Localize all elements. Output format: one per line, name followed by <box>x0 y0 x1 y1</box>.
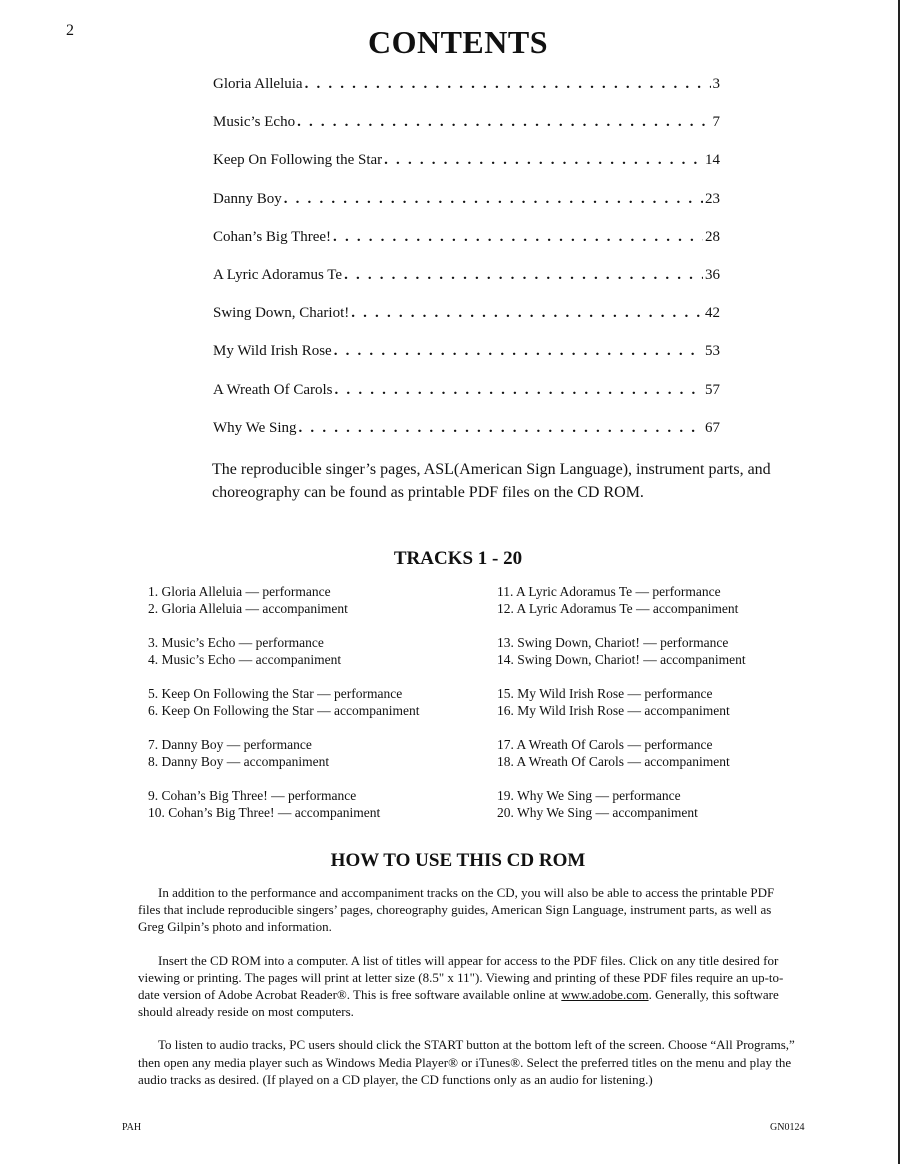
track-item: 5. Keep On Following the Star — performance <box>148 686 403 701</box>
track-pair <box>148 634 508 685</box>
toc-entry <box>213 114 720 152</box>
toc-entry <box>213 152 720 190</box>
track-item: 15. My Wild Irish Rose — performance <box>497 686 713 701</box>
toc-entry <box>213 76 720 114</box>
track-pair <box>497 685 857 736</box>
toc-entry <box>213 420 720 458</box>
track-item: 3. Music’s Echo — performance <box>148 635 324 650</box>
track-column-right <box>497 583 857 838</box>
track-pair <box>148 736 508 787</box>
toc-entry-page: 7 <box>712 114 720 131</box>
toc-dot-leader <box>297 114 710 131</box>
track-item: 18. A Wreath Of Carols — accompaniment <box>497 754 730 769</box>
how-to-paragraph-2-text-end: . Generally, this software should already reside on most computers. <box>138 987 779 1020</box>
track-item: 11. A Lyric Adoramus Te — performance <box>497 584 721 599</box>
toc-entry-page: 42 <box>705 305 720 322</box>
toc-entry-title: Keep On Following the Star <box>213 152 383 169</box>
toc-dot-leader <box>384 152 703 169</box>
track-item: 1. Gloria Alleluia — performance <box>148 584 331 599</box>
toc-entry <box>213 229 720 267</box>
toc-entry-title: Music’s Echo <box>213 114 296 131</box>
toc-entry <box>213 382 720 420</box>
footer-left-code: PAH <box>122 1122 142 1133</box>
toc-entry-title: A Wreath Of Carols <box>213 381 333 398</box>
toc-entry-title: My Wild Irish Rose <box>213 343 332 360</box>
track-pair <box>148 583 508 634</box>
how-to-paragraph-1: In addition to the performance and accompaniment tracks on the CD, you will also be able to access the printable PDF files that include reproducible singers’ pages, choreography guides, American Sign Language, instrument parts, as well as Greg Gilpin’s photo and information. <box>138 885 775 935</box>
toc-entry-page: 57 <box>705 381 720 398</box>
track-item: 2. Gloria Alleluia — accompaniment <box>148 601 348 616</box>
track-item: 6. Keep On Following the Star — accompaniment <box>148 703 420 718</box>
toc-dot-leader <box>305 76 711 93</box>
toc-dot-leader <box>351 305 703 322</box>
toc-dot-leader <box>299 420 703 437</box>
track-item: 8. Danny Boy — accompaniment <box>148 754 330 769</box>
toc-entry-page: 28 <box>705 228 720 245</box>
toc-dot-leader <box>333 229 703 246</box>
track-item: 20. Why We Sing — accompaniment <box>497 805 698 820</box>
toc-entry-title: Swing Down, Chariot! <box>213 305 350 322</box>
track-pair <box>497 583 857 634</box>
track-pair <box>497 634 857 685</box>
adobe-link[interactable]: www.adobe.com <box>561 987 649 1003</box>
track-column-left <box>148 583 508 838</box>
track-item: 7. Danny Boy — performance <box>148 737 312 752</box>
toc-entry-page: 36 <box>705 266 720 283</box>
table-of-contents <box>213 76 720 458</box>
footer-catalog-number: GN0124 <box>770 1122 805 1133</box>
track-item: 10. Cohan’s Big Three! — accompaniment <box>148 805 381 820</box>
tracks-heading: TRACKS 1 - 20 <box>393 548 523 569</box>
toc-entry-page: 53 <box>705 343 720 360</box>
toc-entry-page: 23 <box>705 190 720 207</box>
toc-entry <box>213 305 720 343</box>
page-title: CONTENTS <box>367 24 549 60</box>
toc-dot-leader <box>284 191 703 208</box>
cd-rom-note: The reproducible singer’s pages, ASL(American Sign Language), instrument parts, and choreography can be found as printable PDF files on the CD ROM. <box>212 461 771 501</box>
track-item: 17. A Wreath Of Carols — performance <box>497 737 713 752</box>
how-to-paragraph-2-text: Insert the CD ROM into a computer. A list of titles will appear for access to the PDF files. Click on any title desired for viewing or printing. The pages will print at letter size (8.5" x 11"). Viewing and printing of these PDF files require an up-to-date version of Adobe Acrobat Reader®. This is free software available online at <box>138 952 784 1003</box>
toc-dot-leader <box>334 343 703 360</box>
toc-entry-page: 67 <box>705 419 720 436</box>
track-item: 13. Swing Down, Chariot! — performance <box>497 635 729 650</box>
toc-entry-title: Danny Boy <box>213 190 282 207</box>
toc-entry-title: A Lyric Adoramus Te <box>213 266 343 283</box>
toc-entry <box>213 191 720 229</box>
how-to-section <box>138 884 798 1104</box>
toc-entry <box>213 267 720 305</box>
toc-entry-title: Gloria Alleluia <box>213 76 303 92</box>
track-item: 19. Why We Sing — performance <box>497 788 681 803</box>
track-item: 14. Swing Down, Chariot! — accompaniment <box>497 652 746 667</box>
toc-entry-page: 3 <box>712 76 720 92</box>
toc-dot-leader <box>344 267 703 284</box>
track-item: 16. My Wild Irish Rose — accompaniment <box>497 703 730 718</box>
track-pair <box>497 736 857 787</box>
track-item: 9. Cohan’s Big Three! — performance <box>148 788 357 803</box>
track-pair <box>497 787 857 838</box>
toc-entry-title: Why We Sing <box>213 419 297 436</box>
toc-entry-title: Cohan’s Big Three! <box>213 228 332 245</box>
toc-entry <box>213 343 720 381</box>
toc-dot-leader <box>335 382 703 399</box>
track-pair <box>148 685 508 736</box>
track-pair <box>148 787 508 838</box>
how-to-heading: HOW TO USE THIS CD ROM <box>330 850 586 871</box>
toc-entry-page: 14 <box>705 152 720 169</box>
page-number: 2 <box>66 22 74 39</box>
track-item: 12. A Lyric Adoramus Te — accompaniment <box>497 601 739 616</box>
how-to-paragraph-3: To listen to audio tracks, PC users should click the START button at the bottom left of the screen. Choose “All Programs,” then open any media player such as Windows Media Player® or iTunes®. Select the preferred titles on the menu and play the audio tracks as desired. (If played on a CD player, the CD functions only as an audio for listening.) <box>138 1037 795 1087</box>
how-to-paragraph-2 <box>138 952 798 1021</box>
track-item: 4. Music’s Echo — accompaniment <box>148 652 342 667</box>
